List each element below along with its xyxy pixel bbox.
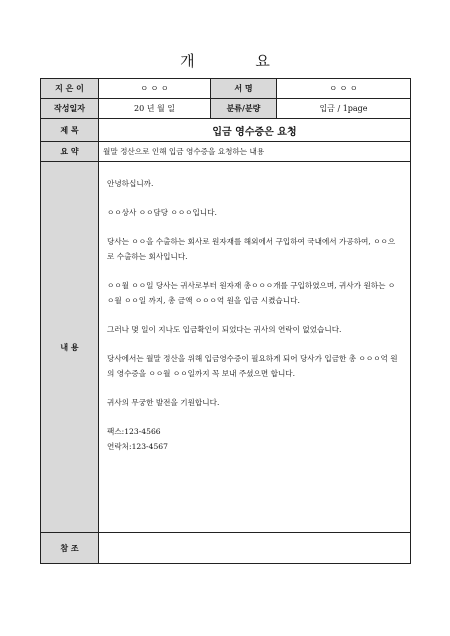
content-paragraph: 안녕하십니까. xyxy=(107,179,154,188)
summary-value: 월말 정산으로 인해 입금 영수증을 요청하는 내용 xyxy=(99,142,411,162)
subject-value: 입금 영수증은 요청 xyxy=(99,119,411,142)
contact-number: 연락처:123-4567 xyxy=(107,442,168,451)
summary-label: 요 약 xyxy=(41,142,99,162)
content-paragraph: 당사는 ㅇㅇ을 수출하는 회사로 원자재를 해외에서 구입하여 국내에서 가공하여, ㅇㅇ으로 수출하는 회사입니다. xyxy=(107,237,396,261)
content-paragraph: ㅇㅇ상사 ㅇㅇ담당 ㅇㅇㅇ입니다. xyxy=(107,208,217,217)
document-title: 개 요 xyxy=(180,52,298,70)
writer-row xyxy=(41,79,411,99)
category-value: 입금 / 1page xyxy=(277,99,411,119)
content-paragraph: 당사에서는 월말 정산을 위해 입금영수증이 필요하게 되어 당사가 입금한 총 ㅇㅇㅇ억 원의 영수증을 ㅇㅇ월 ㅇㅇ일까지 꼭 보내 주셨으면 합니다. xyxy=(107,354,398,378)
date-row xyxy=(41,99,411,119)
subject-label: 제 목 xyxy=(41,119,99,142)
content-paragraph: ㅇㅇ월 ㅇㅇ일 당사는 귀사로부터 원자재 총ㅇㅇㅇ개를 구입하였으며, 귀사가 원하는 ㅇㅇ월 ㅇㅇ일 까지, 총 금액 ㅇㅇㅇ억 원을 입금 시켰습니다. xyxy=(107,281,396,305)
summary-row xyxy=(41,142,411,162)
category-label: 분류/분량 xyxy=(211,99,277,119)
content-paragraph: 그러나 몇 일이 지나도 입금확인이 되었다는 귀사의 연락이 없었습니다. xyxy=(107,325,342,334)
summary-table xyxy=(40,78,411,564)
reference-label: 참 조 xyxy=(41,533,99,564)
content-body xyxy=(99,162,411,533)
writer-value: ㅇ ㅇ ㅇ xyxy=(99,79,211,99)
content-label: 내 용 xyxy=(41,162,99,533)
sign-label: 서 명 xyxy=(211,79,277,99)
content-paragraph: 귀사의 무궁한 발전을 기원합니다. xyxy=(107,398,220,407)
sign-value: ㅇ ㅇ ㅇ xyxy=(277,79,411,99)
writer-label: 지 은 이 xyxy=(41,79,99,99)
reference-value xyxy=(99,533,411,564)
fax-number: 팩스:123-4566 xyxy=(107,427,161,436)
subject-row xyxy=(41,119,411,142)
date-label: 작성일자 xyxy=(41,99,99,119)
reference-row xyxy=(41,533,411,564)
date-value: 20 년 월 일 xyxy=(99,99,211,119)
content-row xyxy=(41,162,411,533)
